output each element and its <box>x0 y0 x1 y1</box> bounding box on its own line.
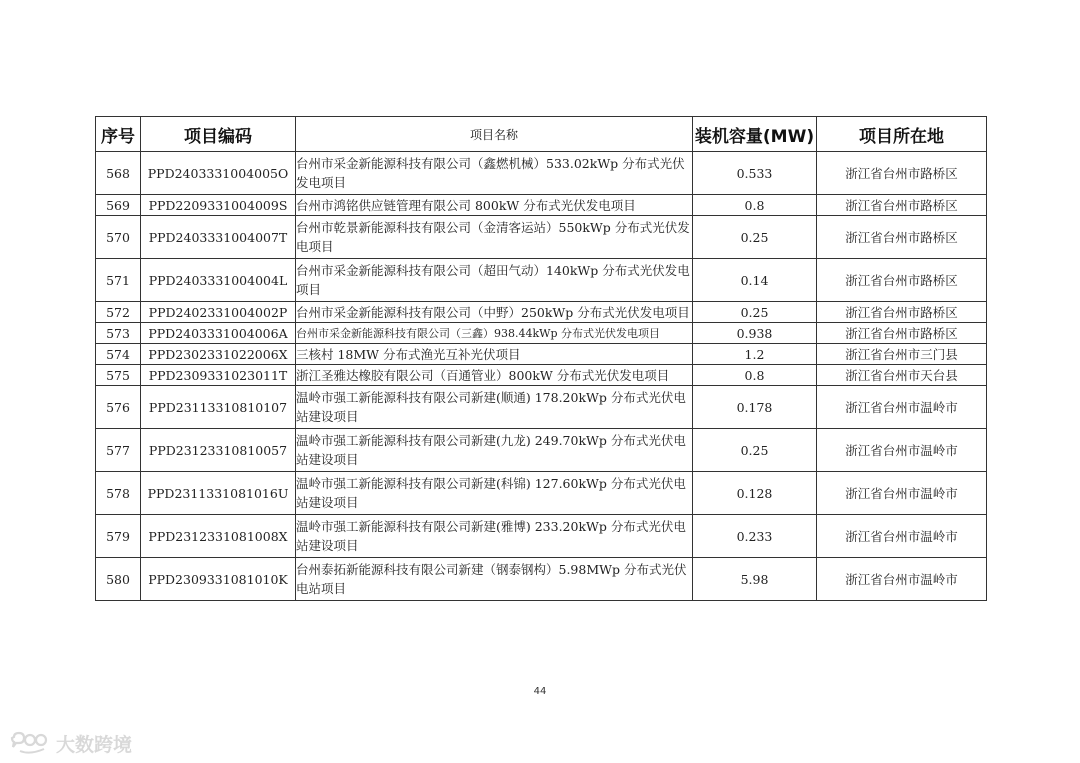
cell-seq: 580 <box>96 558 141 601</box>
cell-location: 浙江省台州市温岭市 <box>817 386 987 429</box>
cell-location: 浙江省台州市路桥区 <box>817 323 987 344</box>
cell-name: 台州市采金新能源科技有限公司（超田气动）140kWp 分布式光伏发电项目 <box>296 259 693 302</box>
cell-code: PPD2403331004006A <box>141 323 296 344</box>
cell-code: PPD23123310810057 <box>141 429 296 472</box>
cell-capacity: 0.533 <box>693 152 817 195</box>
projects-table <box>95 116 987 601</box>
cell-capacity: 0.25 <box>693 216 817 259</box>
header-code: 项目编码 <box>141 117 296 152</box>
table-row <box>96 515 987 558</box>
cell-name: 温岭市强工新能源科技有限公司新建(九龙) 249.70kWp 分布式光伏电站建设项目 <box>296 429 693 472</box>
cell-capacity: 0.14 <box>693 259 817 302</box>
cell-location: 浙江省台州市温岭市 <box>817 558 987 601</box>
cell-seq: 571 <box>96 259 141 302</box>
header-capacity: 装机容量(MW) <box>693 117 817 152</box>
chat-bubbles-logo-icon <box>10 731 50 755</box>
table-row <box>96 259 987 302</box>
cell-code: PPD2403331004005O <box>141 152 296 195</box>
table-row <box>96 472 987 515</box>
cell-capacity: 0.25 <box>693 302 817 323</box>
header-location: 项目所在地 <box>817 117 987 152</box>
table-row <box>96 386 987 429</box>
cell-name: 浙江圣雅达橡胶有限公司（百通管业）800kW 分布式光伏发电项目 <box>296 365 693 386</box>
cell-name: 温岭市强工新能源科技有限公司新建(顺通) 178.20kWp 分布式光伏电站建设项目 <box>296 386 693 429</box>
cell-location: 浙江省台州市路桥区 <box>817 302 987 323</box>
cell-seq: 569 <box>96 195 141 216</box>
cell-capacity: 5.98 <box>693 558 817 601</box>
cell-code: PPD2403331004007T <box>141 216 296 259</box>
cell-seq: 576 <box>96 386 141 429</box>
cell-code: PPD2309331081010K <box>141 558 296 601</box>
table-row <box>96 323 987 344</box>
table-row <box>96 365 987 386</box>
table-row <box>96 216 987 259</box>
cell-seq: 568 <box>96 152 141 195</box>
cell-capacity: 0.938 <box>693 323 817 344</box>
page-number: 44 <box>533 686 547 697</box>
cell-name: 温岭市强工新能源科技有限公司新建(科锦) 127.60kWp 分布式光伏电站建设项目 <box>296 472 693 515</box>
cell-name: 台州市采金新能源科技有限公司（中野）250kWp 分布式光伏发电项目 <box>296 302 693 323</box>
cell-capacity: 1.2 <box>693 344 817 365</box>
cell-seq: 575 <box>96 365 141 386</box>
cell-location: 浙江省台州市天台县 <box>817 365 987 386</box>
table-row <box>96 302 987 323</box>
header-name: 项目名称 <box>296 117 693 152</box>
cell-location: 浙江省台州市温岭市 <box>817 472 987 515</box>
table-row <box>96 152 987 195</box>
cell-name: 台州市乾景新能源科技有限公司（金清客运站）550kWp 分布式光伏发电项目 <box>296 216 693 259</box>
cell-seq: 577 <box>96 429 141 472</box>
cell-code: PPD2302331022006X <box>141 344 296 365</box>
cell-code: PPD2209331004009S <box>141 195 296 216</box>
cell-location: 浙江省台州市路桥区 <box>817 195 987 216</box>
table-row <box>96 429 987 472</box>
cell-location: 浙江省台州市路桥区 <box>817 152 987 195</box>
cell-capacity: 0.25 <box>693 429 817 472</box>
cell-name: 三核村 18MW 分布式渔光互补光伏项目 <box>296 344 693 365</box>
cell-name: 台州泰拓新能源科技有限公司新建（钢泰钢构）5.98MWp 分布式光伏电站项目 <box>296 558 693 601</box>
cell-code: PPD2402331004002P <box>141 302 296 323</box>
cell-name: 台州市鸿铭供应链管理有限公司 800kW 分布式光伏发电项目 <box>296 195 693 216</box>
cell-seq: 574 <box>96 344 141 365</box>
cell-location: 浙江省台州市温岭市 <box>817 429 987 472</box>
cell-capacity: 0.8 <box>693 365 817 386</box>
cell-code: PPD2311331081016U <box>141 472 296 515</box>
cell-name: 台州市采金新能源科技有限公司（三鑫）938.44kWp 分布式光伏发电项目 <box>296 323 693 344</box>
cell-code: PPD2312331081008X <box>141 515 296 558</box>
cell-location: 浙江省台州市三门县 <box>817 344 987 365</box>
cell-seq: 572 <box>96 302 141 323</box>
cell-seq: 573 <box>96 323 141 344</box>
cell-code: PPD23113310810107 <box>141 386 296 429</box>
cell-capacity: 0.233 <box>693 515 817 558</box>
cell-code: PPD2309331023011T <box>141 365 296 386</box>
cell-capacity: 0.178 <box>693 386 817 429</box>
table-row <box>96 195 987 216</box>
cell-seq: 578 <box>96 472 141 515</box>
cell-capacity: 0.128 <box>693 472 817 515</box>
cell-capacity: 0.8 <box>693 195 817 216</box>
watermark <box>10 731 132 755</box>
watermark-text: 大数跨境 <box>56 733 133 756</box>
cell-location: 浙江省台州市温岭市 <box>817 515 987 558</box>
table-row <box>96 344 987 365</box>
cell-code: PPD2403331004004L <box>141 259 296 302</box>
cell-name: 台州市采金新能源科技有限公司（鑫燃机械）533.02kWp 分布式光伏发电项目 <box>296 152 693 195</box>
cell-name: 温岭市强工新能源科技有限公司新建(雅博) 233.20kWp 分布式光伏电站建设项目 <box>296 515 693 558</box>
header-seq: 序号 <box>96 117 141 152</box>
cell-seq: 570 <box>96 216 141 259</box>
cell-seq: 579 <box>96 515 141 558</box>
cell-location: 浙江省台州市路桥区 <box>817 216 987 259</box>
cell-location: 浙江省台州市路桥区 <box>817 259 987 302</box>
header-row <box>96 117 987 152</box>
table-row <box>96 558 987 601</box>
